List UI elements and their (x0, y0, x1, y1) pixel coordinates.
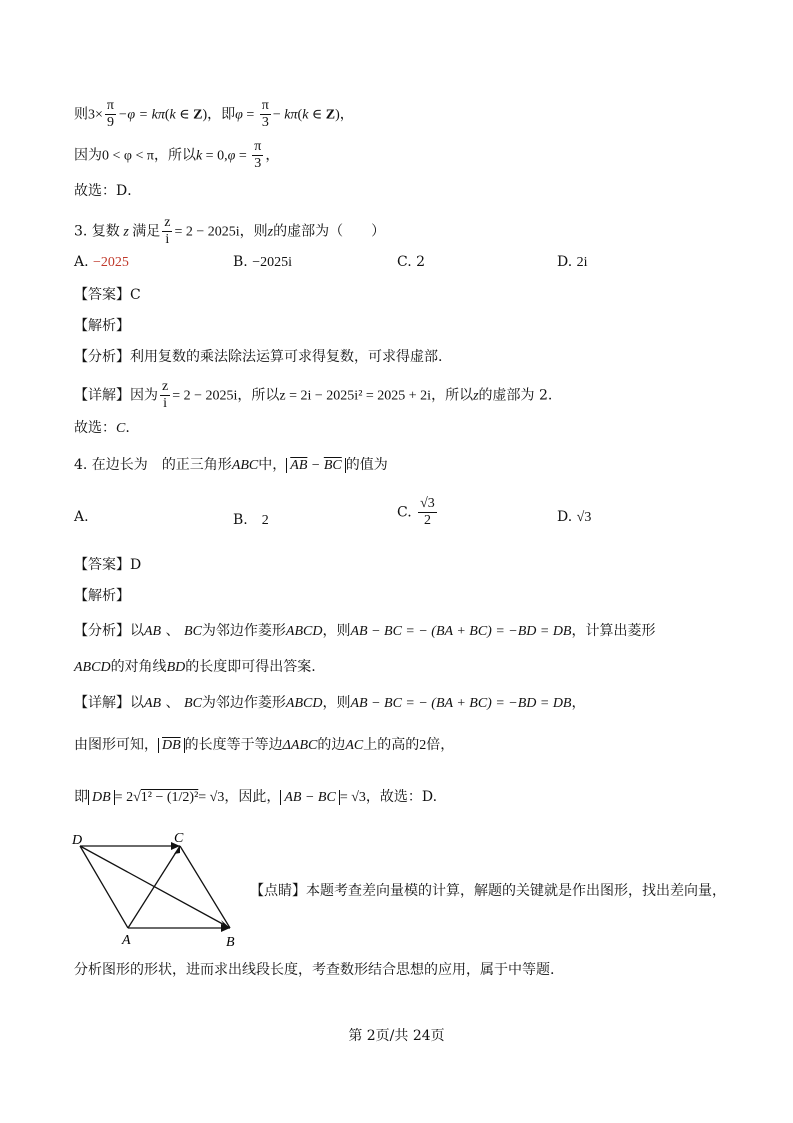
q4-detail: 【详解】以AB 、 BC为邻边作菱形ABCD，则AB − BC = − (BA + BC) = −BD = DB， (74, 695, 586, 711)
line-phi-equation: 则3× $\frac{\pi}{9}$ −φ = kπ(k ∈ Z)，即φ = $\frac{\pi}{3}$ − kπ(k ∈ Z)， (74, 98, 354, 130)
fraction-pi-3b: $\frac{\pi}{3}$ (254, 139, 262, 171)
q4-analysis: 【分析】以AB 、 BC为邻边作菱形ABCD，则AB − BC = − (BA + BC) = −BD = DB，计算出菱形 (74, 623, 656, 639)
edge-cb (180, 846, 230, 928)
edge-da (80, 846, 128, 928)
q3-option-c: C. 2 (397, 254, 426, 270)
fraction-pi-9: $\frac{\pi}{9}$ (106, 98, 114, 130)
question-4: 4. 在边长为 的正三角形ABC中， $\overline{AB} - \overline{BC}$ 的值为 (74, 457, 388, 473)
q4-option-a: A. (74, 509, 89, 525)
q4-option-b: B. 2 (233, 512, 269, 528)
q4-answer: 【答案】D (74, 557, 142, 573)
rhombus-figure (70, 828, 250, 950)
page-footer: 第 2页/共 24页 (348, 1028, 445, 1044)
line-phi-range: 因为0 < φ < π，所以k = 0,φ = $\frac{\pi}{3}$ ， (74, 139, 280, 171)
q3-option-a: A. −2025 (74, 254, 129, 270)
label-b: B (226, 935, 235, 950)
q3-choice: 故选：C. (74, 420, 130, 436)
q4-analysis-heading: 【解析】 (74, 588, 130, 604)
q4-option-d: D. √3 (557, 509, 592, 525)
fraction-pi-3: $\frac{\pi}{3}$ (261, 98, 269, 130)
label-d: D (72, 833, 83, 848)
q4-detail-2: 由图形可知， $\overline{DB}$ 的长度等于等边ΔABC的边AC上的高的2倍， (74, 737, 455, 753)
q3-detail: 【详解】因为 $\frac{z}{i}$ = 2 − 2025i，所以z = 2i − 2025i² = 2025 + 2i，所以z的虚部为 2. (74, 379, 553, 411)
q4-detail-3: 即 DB = 2√1² − (1/2)²= √3，因此， AB − BC = √3，故选：D. (74, 789, 438, 805)
comment-line-2: 分析图形的形状，进而求出线段长度，考查数形结合思想的应用，属于中等题. (74, 962, 555, 978)
q3-option-b: B. −2025i (233, 254, 292, 270)
label-c: C (174, 831, 184, 846)
q3-analysis: 【分析】利用复数的乘法除法运算可求得复数，可求得虚部. (74, 349, 443, 365)
diagonal-db (80, 846, 230, 928)
question-3: 3. 复数 z 满足 $\frac{z}{i}$ = 2 − 2025i，则z的虚部为（ ） (74, 215, 386, 247)
comment-line-1: 【点睛】本题考查差向量模的计算，解题的关键就是作出图形，找出差向量， (250, 883, 726, 899)
fraction-z-i-b: $\frac{z}{i}$ (162, 379, 169, 411)
q3-option-d: D. 2i (557, 254, 588, 270)
label-a: A (122, 933, 131, 948)
q4-analysis-cont: ABCD的对角线BD的长度即可得出答案. (74, 659, 316, 675)
q3-answer: 【答案】C (74, 287, 141, 303)
q3-analysis-heading: 【解析】 (74, 318, 130, 334)
q4-option-c: C. $\frac{√3}{2}$ (397, 496, 435, 528)
text-ze: 则 (74, 106, 88, 123)
fraction-z-i: $\frac{z}{i}$ (164, 215, 171, 247)
answer-choice-prev: 故选：D． (74, 183, 142, 199)
